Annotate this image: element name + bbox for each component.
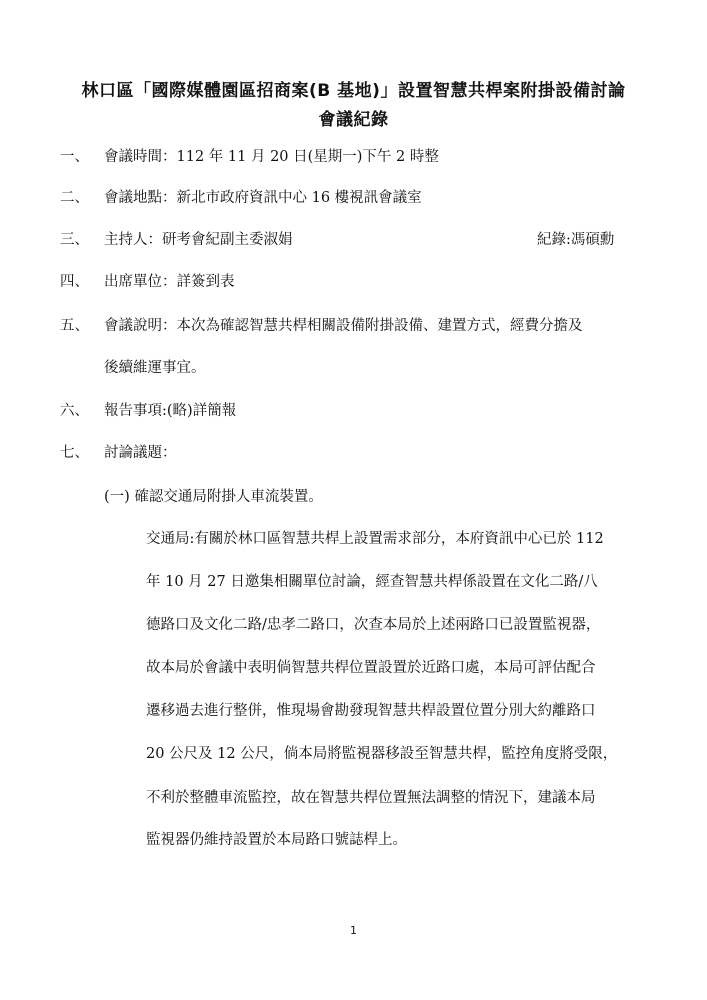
agenda-item-host: [0, 228, 707, 252]
item-text: 會議時間：112 年 11 月 20 日(星期一)下午 2 時整: [104, 149, 439, 165]
paragraph-line: 20 公尺及 12 公尺，倘本局將監視器移設至智慧共桿，監控角度將受限，: [146, 746, 618, 762]
item-text: 會議說明：本次為確認智慧共桿相關設備附掛設備、建置方式，經費分擔及: [104, 318, 583, 334]
paragraph-line: 年 10 月 27 日邀集相關單位討論，經查智慧共桿係設置在文化二路/八: [146, 574, 598, 590]
paragraph-line: 故本局於會議中表明倘智慧共桿位置設置於近路口處，本局可評估配合: [146, 660, 596, 676]
item-text: 討論議題：: [104, 445, 177, 461]
document-subtitle: 會議紀錄: [318, 110, 389, 130]
item-number: 三、: [60, 232, 89, 248]
agenda-item-attendees: [0, 270, 707, 294]
paragraph-line: 遷移過去進行整併，惟現場會勘發現智慧共桿設置位置分別大約離路口: [146, 703, 596, 719]
item-number: 五、: [60, 318, 89, 334]
agenda-item-report: [0, 399, 707, 423]
recorder-text: 紀錄:馮碩勳: [537, 232, 615, 248]
item-number: 六、: [60, 403, 89, 419]
item-text: 出席單位：詳簽到表: [104, 274, 235, 290]
item-number: 一、: [60, 149, 89, 165]
discussion-subitem: (一) 確認交通局附掛人車流裝置。: [104, 489, 323, 505]
item-number: 二、: [60, 190, 89, 206]
document-title: 林口區「國際媒體園區招商案(B 基地)」設置智慧共桿案附掛設備討論: [81, 81, 626, 101]
item-text: 主持人：研考會紀副主委淑娟: [104, 232, 293, 248]
agenda-item-location: [0, 186, 707, 210]
paragraph-line: 交通局:有關於林口區智慧共桿上設置需求部分，本府資訊中心已於 112: [146, 531, 604, 547]
item-text: 會議地點：新北市政府資訊中心 16 樓視訊會議室: [104, 190, 422, 206]
item-continuation: 後續維運事宜。: [104, 360, 206, 376]
paragraph-line: 德路口及文化二路/忠孝二路口，次查本局於上述兩路口已設置監視器，: [146, 617, 601, 633]
page-number: 1: [350, 924, 357, 937]
paragraph-line: 監視器仍維持設置於本局路口號誌桿上。: [146, 832, 407, 848]
item-text: 報告事項:(略)詳簡報: [104, 403, 237, 419]
agenda-item-discussion: [0, 441, 707, 465]
item-number: 四、: [60, 274, 89, 290]
item-number: 七、: [60, 445, 89, 461]
agenda-item-time: [0, 145, 707, 169]
agenda-item-description: [0, 314, 707, 338]
paragraph-line: 不利於整體車流監控，故在智慧共桿位置無法調整的情況下，建議本局: [146, 790, 596, 806]
